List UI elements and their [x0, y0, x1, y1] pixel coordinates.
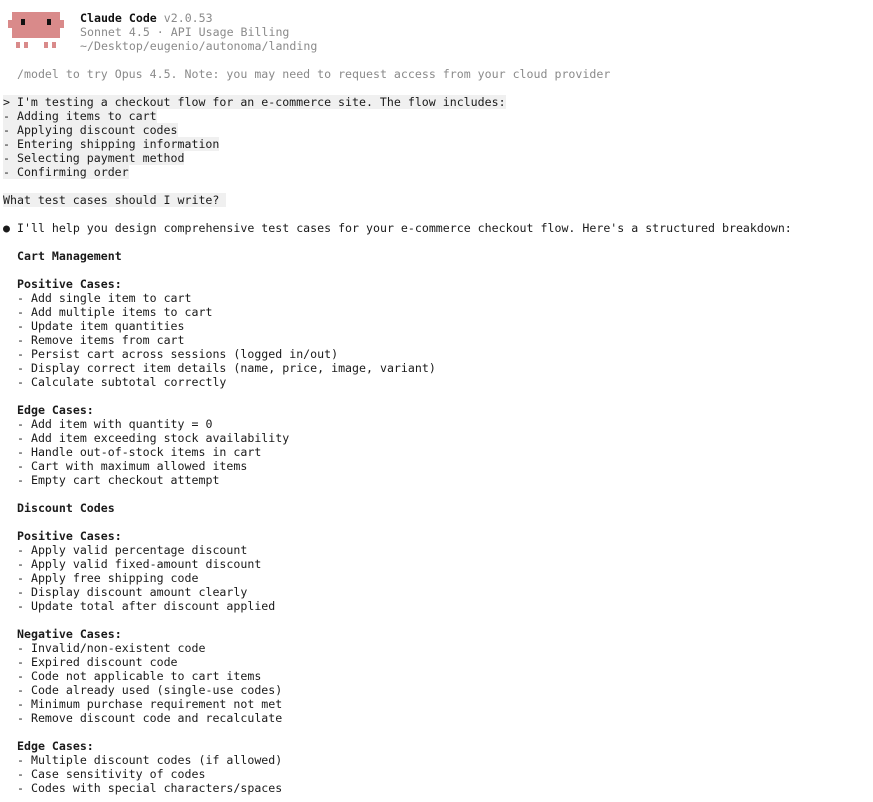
- working-directory: ~/Desktop/eugenio/autonoma/landing: [80, 39, 318, 53]
- session-header: [0, 10, 873, 54]
- app-version: v2.0.53: [163, 11, 213, 25]
- response-intro: I'll help you design comprehensive test cases for your e-commerce checkout flow. Here's a structured breakdown:: [17, 221, 792, 235]
- test-case-item: - Multiple discount codes (if allowed): [17, 753, 283, 767]
- group-title: Positive Cases:: [17, 529, 122, 543]
- prompt-line: - Selecting payment method: [3, 151, 185, 165]
- test-case-item: - Add multiple items to cart: [17, 305, 213, 319]
- test-case-item: - Handle out-of-stock items in cart: [17, 445, 262, 459]
- test-case-item: - Update item quantities: [17, 319, 185, 333]
- prompt-line: - Confirming order: [3, 165, 129, 179]
- test-case-item: - Code not applicable to cart items: [17, 669, 262, 683]
- test-case-item: - Invalid/non-existent code: [17, 641, 206, 655]
- prompt-line: - Entering shipping information: [3, 137, 220, 151]
- test-case-item: - Expired discount code: [17, 655, 178, 669]
- test-case-item: - Apply valid percentage discount: [17, 543, 248, 557]
- test-case-item: - Case sensitivity of codes: [17, 767, 206, 781]
- test-case-item: - Display correct item details (name, price, image, variant): [17, 361, 436, 375]
- prompt-line: - Adding items to cart: [3, 109, 157, 123]
- test-case-item: - Code already used (single-use codes): [17, 683, 283, 697]
- group-title: Positive Cases:: [17, 277, 122, 291]
- test-case-item: - Update total after discount applied: [17, 599, 276, 613]
- prompt-line: > I'm testing a checkout flow for an e-commerce site. The flow includes:: [3, 95, 506, 109]
- test-case-item: - Add single item to cart: [17, 291, 192, 305]
- model-info: Sonnet 4.5 · API Usage Billing: [80, 25, 290, 39]
- test-case-item: - Calculate subtotal correctly: [17, 375, 227, 389]
- response-bullet-icon: ●: [3, 221, 10, 235]
- assistant-response-intro: [3, 221, 863, 235]
- test-case-item: - Persist cart across sessions (logged in/out): [17, 347, 339, 361]
- test-case-item: - Add item exceeding stock availability: [17, 431, 290, 445]
- claude-mascot-icon: [8, 12, 64, 50]
- user-question: [3, 193, 226, 207]
- test-case-item: - Add item with quantity = 0: [17, 417, 213, 431]
- test-case-item: - Apply free shipping code: [17, 571, 199, 585]
- test-case-item: - Codes with special characters/spaces: [17, 781, 283, 795]
- group-title: Edge Cases:: [17, 739, 94, 753]
- section-title: Cart Management: [17, 249, 122, 263]
- app-name: Claude Code: [80, 11, 157, 25]
- question-text: What test cases should I write?: [3, 193, 227, 207]
- group-title: Negative Cases:: [17, 627, 122, 641]
- header-text: [80, 11, 317, 53]
- assistant-response-body: [17, 249, 867, 795]
- user-prompt: [3, 95, 506, 179]
- test-case-item: - Remove items from cart: [17, 333, 185, 347]
- test-case-item: - Cart with maximum allowed items: [17, 459, 248, 473]
- test-case-item: - Remove discount code and recalculate: [17, 711, 283, 725]
- model-hint: /model to try Opus 4.5. Note: you may need to request access from your cloud provider: [17, 67, 611, 81]
- prompt-line: - Applying discount codes: [3, 123, 178, 137]
- test-case-item: - Empty cart checkout attempt: [17, 473, 220, 487]
- app-title-line: [80, 11, 317, 25]
- group-title: Edge Cases:: [17, 403, 94, 417]
- section-title: Discount Codes: [17, 501, 115, 515]
- test-case-item: - Display discount amount clearly: [17, 585, 248, 599]
- test-case-item: - Apply valid fixed-amount discount: [17, 557, 262, 571]
- test-case-item: - Minimum purchase requirement not met: [17, 697, 283, 711]
